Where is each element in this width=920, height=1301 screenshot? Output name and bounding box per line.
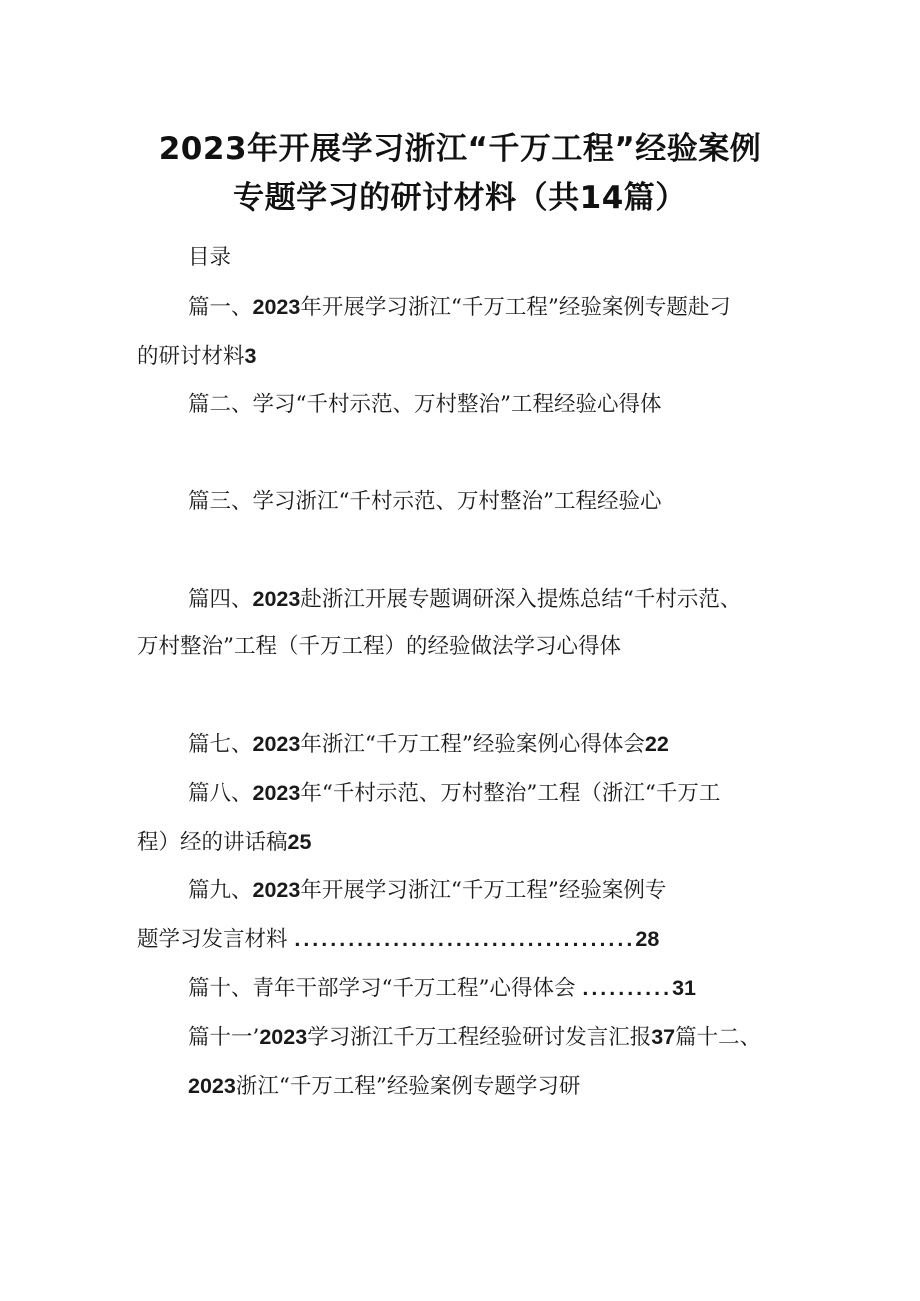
toc-item-9-page: 28 — [635, 927, 660, 951]
toc-item-12 — [188, 1072, 580, 1101]
toc-item-12-year: 2023 — [188, 1074, 236, 1098]
toc-item-12-prefix: 篇十二、 — [675, 1025, 762, 1050]
toc-item-11-text: 学习浙江千万工程经验研讨发言汇报 — [307, 1025, 652, 1050]
toc-item-2: 篇二、学习“千村示范、万村整治”工程经验心得体 — [188, 392, 662, 417]
toc-item-8-year: 2023 — [252, 781, 301, 805]
toc-item-8-line-2 — [137, 828, 311, 857]
toc-item-4-line-1 — [188, 585, 741, 614]
toc-item-7-prefix: 篇七、 — [188, 732, 253, 757]
toc-item-8-line-1 — [188, 779, 720, 808]
toc-item-8-text: 年“千村示范、万村整治”工程（浙江“千万工 — [300, 781, 721, 806]
toc-item-1-page: 3 — [244, 344, 257, 368]
toc-item-9-year: 2023 — [252, 878, 301, 902]
toc-item-10 — [188, 974, 696, 1003]
toc-item-12-text: 浙江“千万工程”经验案例专题学习研 — [235, 1074, 581, 1099]
toc-item-10-text: 篇十、青年干部学习“千万工程”心得体会 — [188, 976, 576, 1001]
toc-item-7-year: 2023 — [252, 732, 301, 756]
toc-item-4-line-2: 万村整治”工程（千万工程）的经验做法学习心得体 — [137, 634, 621, 659]
toc-item-10-leader-dots: .......... — [582, 976, 673, 1000]
toc-item-4-text: 赴浙江开展专题调研深入提炼总结“千村示范、 — [300, 587, 742, 612]
toc-item-11-page: 37 — [651, 1025, 676, 1049]
toc-item-7-page: 22 — [644, 732, 669, 756]
document-title-line-1: 2023年开展学习浙江“千万工程”经验案例 — [158, 131, 762, 167]
toc-item-1-year: 2023 — [252, 295, 301, 319]
toc-item-3: 篇三、学习浙江“千村示范、万村整治”工程经验心 — [188, 489, 662, 514]
toc-item-7 — [188, 730, 669, 759]
toc-item-1-line-2 — [137, 342, 256, 371]
document-title-line-2: 专题学习的研讨材料（共14篇） — [233, 180, 687, 216]
toc-item-9-text: 年开展学习浙江“千万工程”经验案例专 — [300, 878, 667, 903]
toc-item-1-prefix: 篇一、 — [188, 295, 253, 320]
toc-item-7-text: 年浙江“千万工程”经验案例心得体会 — [300, 732, 645, 757]
toc-item-8-prefix: 篇八、 — [188, 781, 253, 806]
toc-item-11 — [188, 1023, 761, 1052]
toc-item-11-year: 2023 — [259, 1025, 308, 1049]
toc-item-9-line-1 — [188, 876, 666, 905]
toc-item-9-leader-dots: ...................................... — [294, 927, 636, 951]
toc-item-1-line-1 — [188, 293, 731, 322]
toc-item-1-text: 年开展学习浙江“千万工程”经验案例专题赴刁 — [300, 295, 731, 320]
toc-item-9-text-cont: 题学习发言材料 — [137, 927, 288, 952]
toc-item-4-prefix: 篇四、 — [188, 587, 253, 612]
toc-item-8-text-cont: 程）经的讲话稿 — [137, 830, 288, 855]
toc-item-9-line-2 — [137, 925, 659, 954]
toc-heading: 目录 — [188, 245, 232, 270]
toc-item-1-text-cont: 的研讨材料 — [137, 344, 245, 369]
toc-item-11-prefix: 篇十一’ — [188, 1025, 260, 1050]
toc-item-4-year: 2023 — [252, 587, 301, 611]
toc-item-10-page: 31 — [672, 976, 696, 1000]
toc-item-8-page: 25 — [287, 830, 312, 854]
toc-item-9-prefix: 篇九、 — [188, 878, 253, 903]
